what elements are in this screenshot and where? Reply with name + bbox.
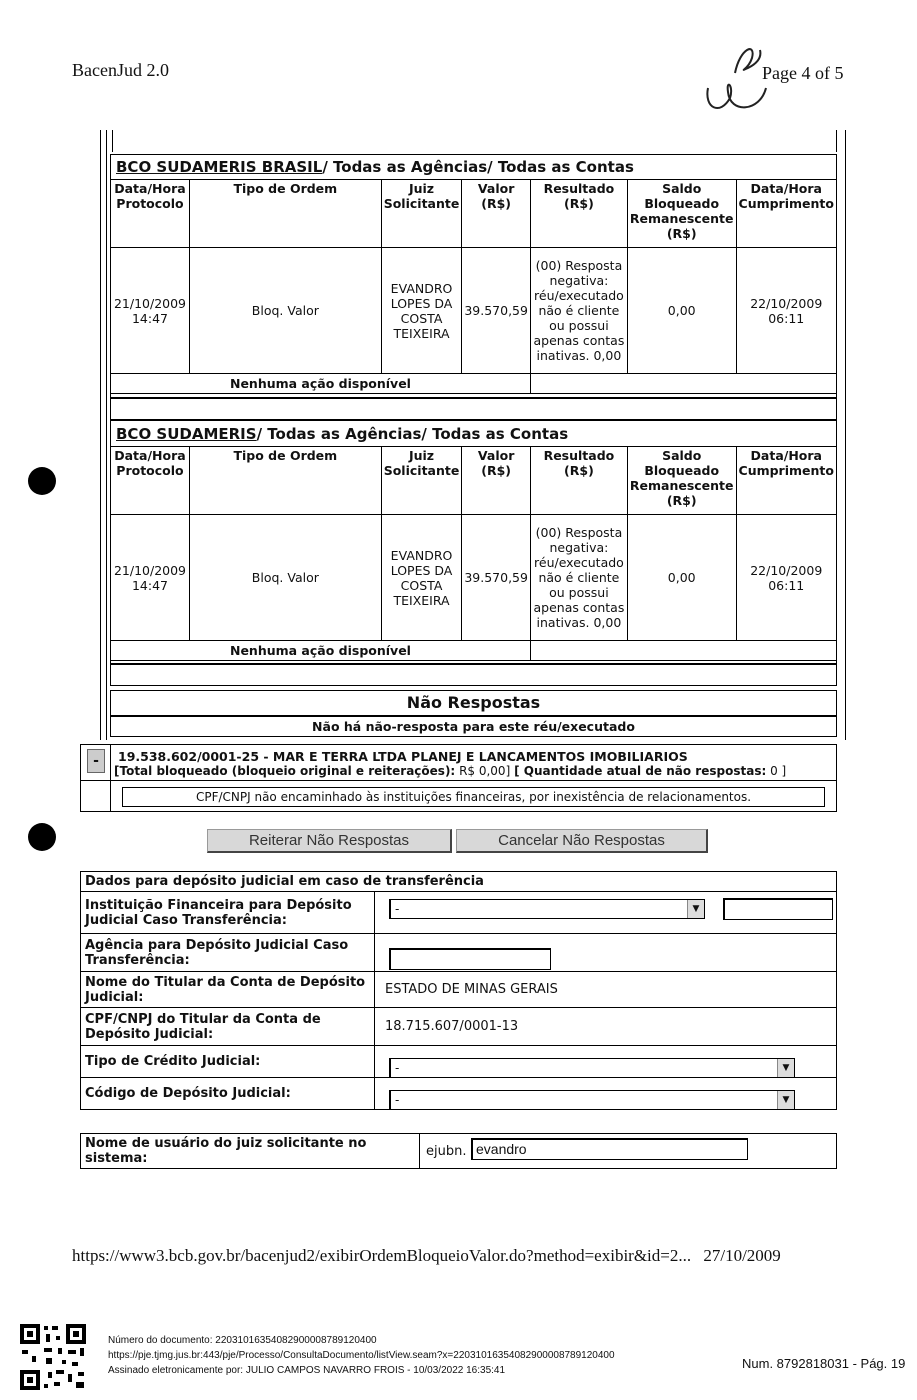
frame-line [112, 130, 113, 152]
spacer-row [110, 664, 837, 686]
table-row [111, 248, 837, 374]
col-protocolo: Data/Hora Protocolo [111, 180, 190, 248]
frame-line [100, 130, 101, 740]
acao-empty-cell [530, 374, 836, 394]
cell-protocolo: 21/10/2009 14:47 [111, 515, 190, 641]
print-date: 27/10/2009 [703, 1246, 781, 1265]
col-cumprimento: Data/Hora Cumprimento [736, 180, 836, 248]
footer-doc-number: Número do documento: 22031016354082900008789120400 [108, 1335, 377, 1346]
acao-cell: Nenhuma ação disponível [111, 641, 531, 661]
footer-signed: Assinado eletronicamente por: JULIO CAMPOS NAVARRO FROIS - 10/03/2022 16:35:41 [108, 1365, 506, 1376]
punch-hole [28, 823, 56, 851]
cell-saldo: 0,00 [627, 248, 736, 374]
instituicao-selected: - [395, 902, 400, 916]
col-tipo: Tipo de Ordem [189, 180, 381, 248]
acao-cell: Nenhuma ação disponível [111, 374, 531, 394]
footer-page-number: Num. 8792818031 - Pág. 19 [742, 1356, 906, 1371]
codigo-selected: - [395, 1093, 400, 1107]
cell-valor: 39.570,59 [462, 248, 531, 374]
col-cumprimento: Data/Hora Cumprimento [736, 447, 836, 515]
col-juiz: Juiz Solicitante [381, 180, 462, 248]
reu-identification: 19.538.602/0001-25 - MAR E TERRA LTDA PLANEJ E LANCAMENTOS IMOBILIARIOS [118, 749, 688, 764]
usuario-input[interactable]: evandro [471, 1138, 748, 1160]
footer-link[interactable]: https://pje.tjmg.jus.br:443/pje/Processo/ConsultaDocumento/listView.seam?x=22031016354082900008789120400 [108, 1350, 615, 1361]
cell-juiz: EVANDRO LOPES DA COSTA TEIXEIRA [381, 248, 462, 374]
bank-title-1: BCO SUDAMERIS BRASIL/ Todas as Agências/ Todas as Contas [116, 158, 634, 176]
chevron-down-icon[interactable]: ▼ [687, 900, 704, 918]
nao-respostas-title: Não Respostas [406, 693, 541, 712]
titular-value: ESTADO DE MINAS GERAIS [375, 972, 837, 1008]
cpf-label: CPF/CNPJ do Titular da Conta de Depósito Judicial: [81, 1008, 375, 1046]
codigo-select[interactable] [389, 1090, 795, 1110]
codigo-label: Código de Depósito Judicial: [81, 1078, 375, 1110]
signature-initials [690, 28, 780, 118]
titular-label: Nome do Titular da Conta de Depósito Judicial: [81, 972, 375, 1008]
cell-valor: 39.570,59 [462, 515, 531, 641]
reiterar-button[interactable]: Reiterar Não Respostas [207, 829, 452, 853]
cell-resultado: (00) Resposta negativa: réu/executado não é cliente ou possui apenas contas inativas. 0,00 [530, 515, 627, 641]
cell-saldo: 0,00 [627, 515, 736, 641]
spacer-row [110, 398, 837, 420]
col-valor: Valor (R$) [462, 180, 531, 248]
nao-respostas-text: Não há não-resposta para este réu/executado [312, 719, 635, 734]
chevron-down-icon[interactable]: ▼ [777, 1059, 794, 1077]
agencia-label: Agência para Depósito Judicial Caso Transferência: [81, 934, 375, 972]
col-tipo: Tipo de Ordem [189, 447, 381, 515]
reu-divider [80, 780, 837, 781]
chevron-down-icon[interactable]: ▼ [777, 1091, 794, 1109]
col-juiz: Juiz Solicitante [381, 447, 462, 515]
collapse-button[interactable]: - [87, 749, 105, 773]
cell-tipo: Bloq. Valor [189, 248, 381, 374]
cell-cumprimento: 22/10/2009 06:11 [736, 515, 836, 641]
col-saldo: Saldo Bloqueado Remanescente (R$) [627, 180, 736, 248]
bank-table-2 [110, 446, 837, 661]
total-value: R$ 0,00] [459, 764, 511, 778]
deposito-title: Dados para depósito judicial em caso de transferência [81, 872, 837, 892]
reu-totals [114, 764, 786, 778]
page-url: https://www3.bcb.gov.br/bacenjud2/exibirOrdemBloqueioValor.do?method=exibir&id=2... [72, 1246, 692, 1265]
nao-respostas-header [110, 690, 837, 716]
instituicao-select[interactable] [389, 899, 705, 919]
punch-hole [28, 467, 56, 495]
col-resultado: Resultado (R$) [530, 447, 627, 515]
bank-title-2: BCO SUDAMERIS/ Todas as Agências/ Todas as Contas [116, 425, 569, 443]
agencia-input[interactable] [389, 948, 551, 970]
cell-tipo: Bloq. Valor [189, 515, 381, 641]
qtd-label: [ Quantidade atual de não respostas: [514, 764, 767, 778]
tipo-credito-label: Tipo de Crédito Judicial: [81, 1046, 375, 1078]
frame-line [836, 130, 837, 152]
total-label: [Total bloqueado (bloqueio original e reiterações): [114, 764, 456, 778]
cell-resultado: (00) Resposta negativa: réu/executado não é cliente ou possui apenas contas inativas. 0,00 [530, 248, 627, 374]
cancelar-button[interactable]: Cancelar Não Respostas [456, 829, 708, 853]
col-valor: Valor (R$) [462, 447, 531, 515]
usuario-label: Nome de usuário do juiz solicitante no sistema: [81, 1134, 420, 1169]
qtd-value: 0 ] [770, 764, 787, 778]
col-resultado: Resultado (R$) [530, 180, 627, 248]
bank-table-1 [110, 179, 837, 394]
table-row [111, 515, 837, 641]
qr-code-icon [18, 1322, 88, 1392]
col-protocolo: Data/Hora Protocolo [111, 447, 190, 515]
acao-empty-cell [530, 641, 836, 661]
col-saldo: Saldo Bloqueado Remanescente (R$) [627, 447, 736, 515]
reu-note: CPF/CNPJ não encaminhado às instituições financeiras, por inexistência de relacionamentos. [122, 787, 825, 807]
cell-protocolo: 21/10/2009 14:47 [111, 248, 190, 374]
reu-divider-vertical [110, 744, 111, 812]
cell-cumprimento: 22/10/2009 06:11 [736, 248, 836, 374]
frame-line [106, 130, 107, 740]
tipo-credito-select[interactable] [389, 1058, 795, 1078]
url-line [72, 1246, 781, 1266]
cell-juiz: EVANDRO LOPES DA COSTA TEIXEIRA [381, 515, 462, 641]
cpf-value: 18.715.607/0001-13 [375, 1008, 837, 1046]
page-header-right: Page 4 of 5 [762, 63, 844, 83]
instituicao-code-input[interactable] [723, 898, 833, 920]
page-header-left: BacenJud 2.0 [72, 60, 169, 80]
tipo-credito-selected: - [395, 1061, 400, 1075]
frame-line [845, 130, 846, 740]
instituicao-label: Instituição Financeira para Depósito Judicial Caso Transferência: [81, 892, 375, 934]
usuario-prefix: ejubn. [426, 1143, 467, 1159]
nao-respostas-row [110, 716, 837, 737]
